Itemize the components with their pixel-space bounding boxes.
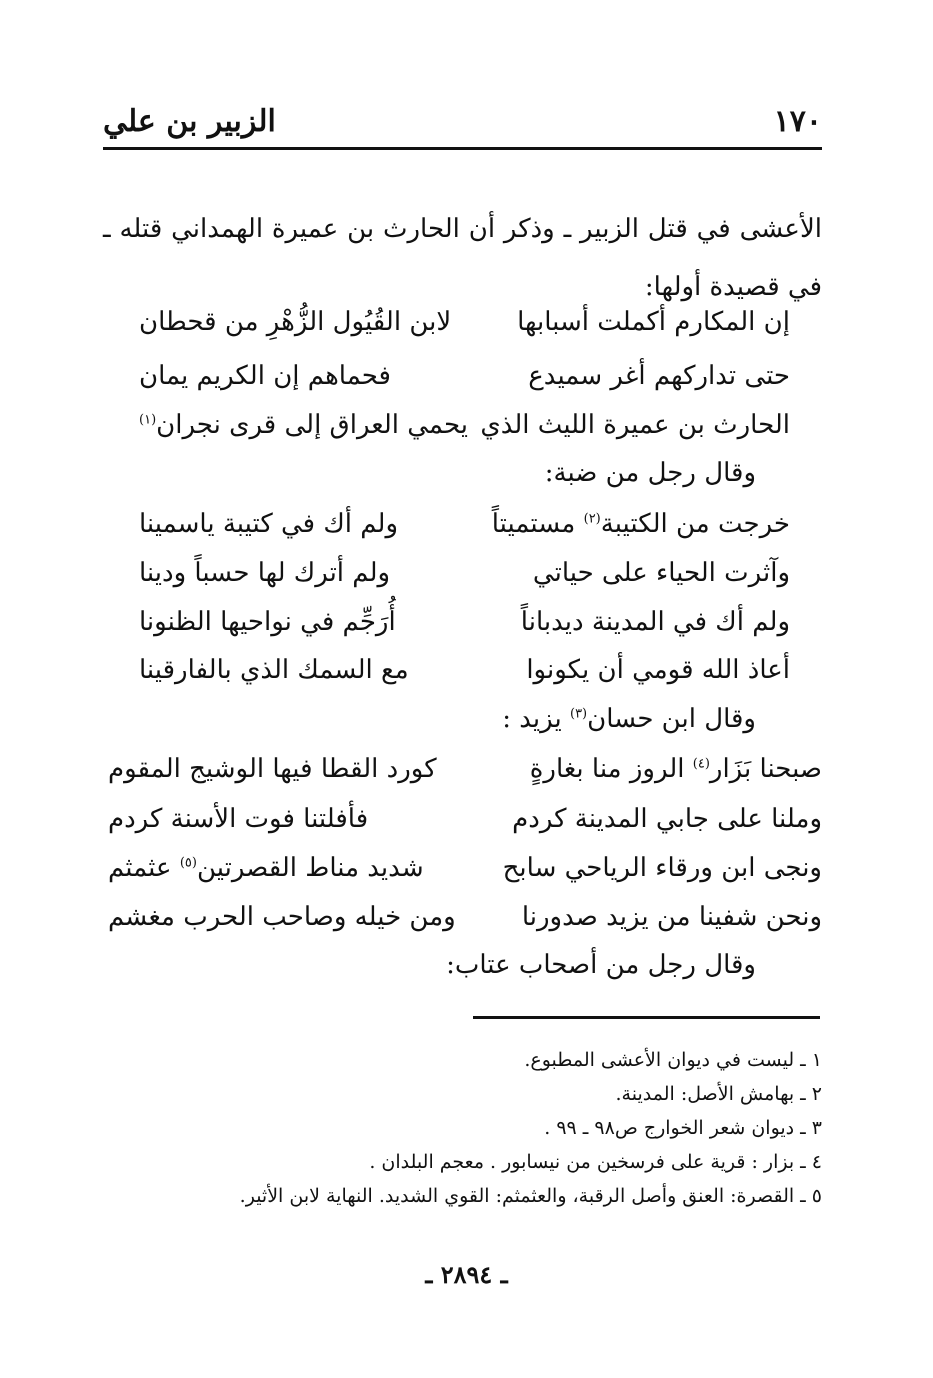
verse-text: شديد مناط القصرتين xyxy=(196,853,424,883)
verse-second-hemistich xyxy=(139,410,468,440)
page-number: ١٧٠ xyxy=(773,104,822,139)
footnote: ٣ ـ ديوان شعر الخوارج ص٩٨ ـ ٩٩ . xyxy=(544,1117,822,1139)
verse-first-hemistich xyxy=(530,754,822,784)
verse-second-hemistich: لابن القُيُول الزُّهْرِ من قحطان xyxy=(139,307,452,337)
verse-text: عثمثم xyxy=(108,853,180,883)
verse-text: خرجت من الكتيبة xyxy=(600,509,790,539)
footnote-marker: (٥) xyxy=(179,855,197,871)
page-header xyxy=(103,100,822,146)
verse-first-hemistich: الحارث بن عميرة الليث الذي xyxy=(480,410,790,440)
verse-first-hemistich: حتى تداركهم أغر سميدع xyxy=(528,361,790,391)
footnote-marker: (٤) xyxy=(692,756,710,772)
header-rule xyxy=(103,147,822,150)
footnotes xyxy=(103,1043,822,1213)
verse-first-hemistich: وآثرت الحياء على حياتي xyxy=(532,558,790,588)
verse-second-hemistich: فأفلتنا فوت الأسنة كردم xyxy=(108,804,369,834)
verse-line xyxy=(103,655,822,711)
footnote: ٢ ـ بهامش الأصل: المدينة. xyxy=(615,1083,822,1105)
footnote: ١ ـ ليست في ديوان الأعشى المطبوع. xyxy=(524,1049,822,1071)
verse-first-hemistich: وملنا على جابي المدينة كردم xyxy=(512,804,822,834)
verse-second-hemistich: ولم أترك لها حسباً ودينا xyxy=(139,558,391,588)
verse-line xyxy=(103,361,822,417)
caption-text: يزيد : xyxy=(502,704,570,734)
verse-first-hemistich: ونحن شفينا من يزيد صدورنا xyxy=(521,902,822,932)
verse-first-hemistich: ونجى ابن ورقاء الرياحي سابح xyxy=(502,853,822,883)
verse-line xyxy=(103,307,822,363)
footnote-marker: (٢) xyxy=(583,511,601,527)
verse-second-hemistich: مع السمك الذي بالفارقينا xyxy=(139,655,409,685)
footnote: ٥ ـ القصرة: العنق وأصل الرقبة، والعثمثم: القوي الشديد. النهاية لابن الأثير. xyxy=(239,1185,822,1207)
verse-caption: وقال رجل من أصحاب عتاب: xyxy=(446,950,756,980)
verse-text: مستميتاً xyxy=(491,509,584,539)
verse-first-hemistich: إن المكارم أكملت أسبابها xyxy=(517,307,790,337)
verse-line xyxy=(103,804,822,860)
running-title: الزبير بن علي xyxy=(103,104,276,139)
verse-text: يحمي العراق إلى قرى نجران xyxy=(156,410,468,440)
verse-second-hemistich: ومن خيله وصاحب الحرب مغشم xyxy=(108,902,456,932)
page-footer-number: ـ ٢٨٩٤ ـ xyxy=(425,1260,508,1289)
verse-caption: وقال رجل من ضبة: xyxy=(544,458,756,488)
verse-caption xyxy=(502,704,756,734)
verse-line xyxy=(103,853,822,909)
verse-text: الروز منا بغارةٍ xyxy=(529,754,693,784)
verse-second-hemistich: أُرَجِّم في نواحيها الظنونا xyxy=(139,607,396,637)
verse-text: صبحنا بَزَار xyxy=(709,754,822,784)
verse-first-hemistich xyxy=(492,509,790,539)
verse-second-hemistich: كورد القطا فيها الوشيج المقوم xyxy=(108,754,437,784)
verse-second-hemistich xyxy=(108,853,424,883)
footnote-marker: (١) xyxy=(139,412,157,428)
verse-line xyxy=(103,509,822,565)
verse-line xyxy=(103,558,822,614)
footnote-rule xyxy=(473,1016,820,1019)
caption-text: وقال ابن حسان xyxy=(587,704,756,734)
verse-second-hemistich: ولم أك في كتيبة ياسمينا xyxy=(139,509,399,539)
verse-line xyxy=(103,754,822,810)
footnote-marker: (٣) xyxy=(569,706,588,722)
verse-first-hemistich: ولم أك في المدينة ديدباناً xyxy=(520,607,790,637)
verse-first-hemistich: أعاذ الله قومي أن يكونوا xyxy=(526,655,790,685)
footnote: ٤ ـ بزار : قرية على فرسخين من نيسابور . معجم البلدان . xyxy=(369,1151,822,1173)
verse-second-hemistich: فحماهم إن الكريم يمان xyxy=(139,361,391,391)
intro-paragraph: الأعشى في قتل الزبير ـ وذكر أن الحارث بن عميرة الهمداني قتله ـ في قصيدة أولها: xyxy=(103,214,822,302)
